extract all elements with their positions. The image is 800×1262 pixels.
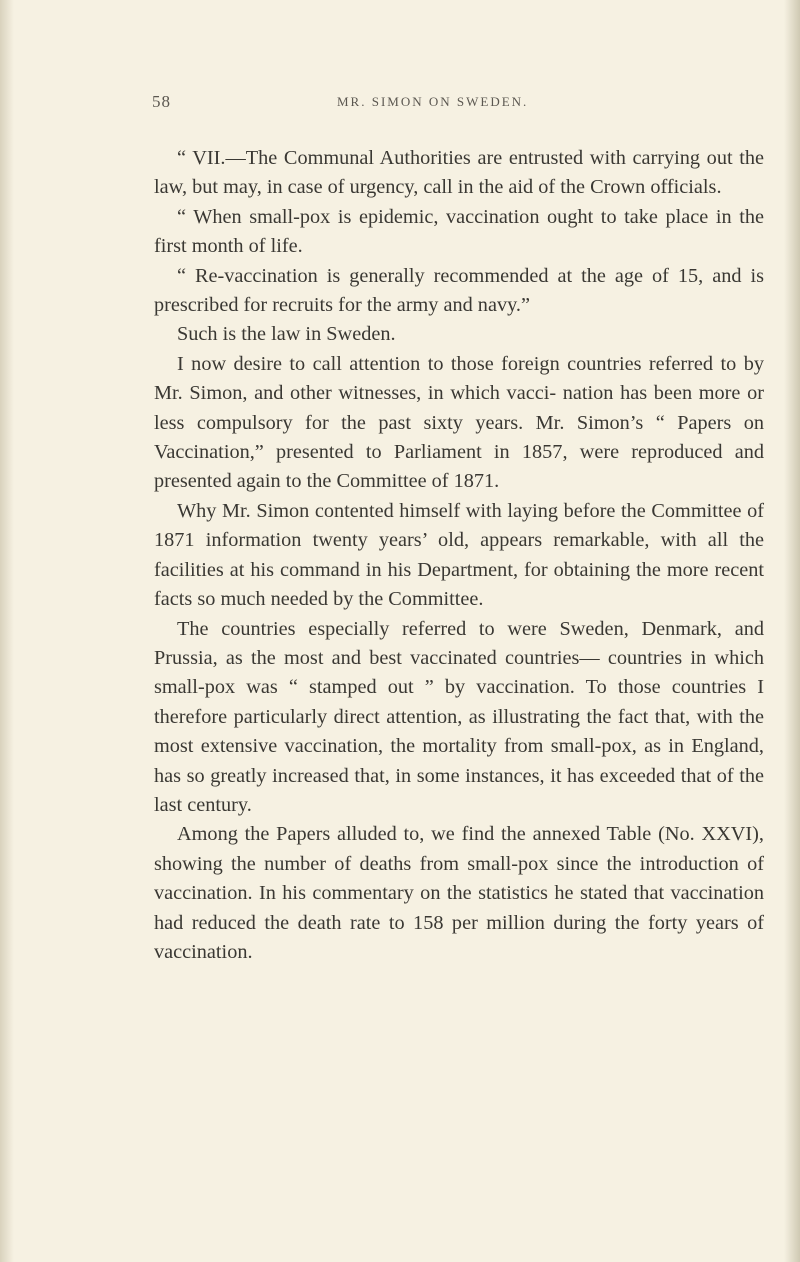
page-edge-shadow-left [0,0,14,1262]
paragraph-papers-alluded: Among the Papers alluded to, we find the annexed Table (No. XXVI), showing the number of deaths from small-pox since the introduction of vaccination. In his commentary on the statistics he stated that vaccination had reduced the death rate to 158 per million during the forty years of vaccination. [154,823,764,963]
paragraph-law-in-sweden: Such is the law in Sweden. [177,323,396,346]
page-number: 58 [152,92,171,111]
paragraph-foreign-countries: I now desire to call attention to those foreign countries referred to by Mr. Simon, and other witnesses, in which vacci- nation has been more or less compulsory for the past sixty years. Mr. Simon’s “ Papers on Vaccination,” presented to Parliament in 1857, were reproduced and presented again to the Committee of 1871. [154,352,764,493]
running-title: MR. SIMON ON SWEDEN. [337,94,529,109]
body-text [154,144,764,967]
running-head [0,92,800,116]
paragraph-why-mr-simon: Why Mr. Simon contented himself with laying before the Committee of 1871 information twenty years’ old, appears remarkable, with all the facilities at his command in his Department, for obtaining the more recent facts so much needed by the Committee. [154,499,764,611]
page-edge-shadow-right [784,0,800,1262]
paragraph-re-vaccination: “ Re-vaccination is generally recommended at the age of 15, and is prescribed for recruits for the army and navy.” [154,264,764,317]
paragraph-small-pox-epidemic: “ When small-pox is epidemic, vaccination ought to take place in the first month of life. [154,205,764,258]
paragraph-countries-referred: The countries especially referred to were Sweden, Denmark, and Prussia, as the most and best vaccinated countries— countries in which small-pox was “ stamped out ” by vaccination. To those countries I therefore particularly direct attention, as illustrating the fact that, with the most extensive vaccination, the mortality from small-pox, as in England, has so greatly increased that, in some instances, it has exceeded that of the last century. [154,617,764,816]
paragraph-article-vii: “ VII.—The Communal Authorities are entrusted with carrying out the law, but may, in case of urgency, call in the aid of the Crown officials. [154,147,764,199]
